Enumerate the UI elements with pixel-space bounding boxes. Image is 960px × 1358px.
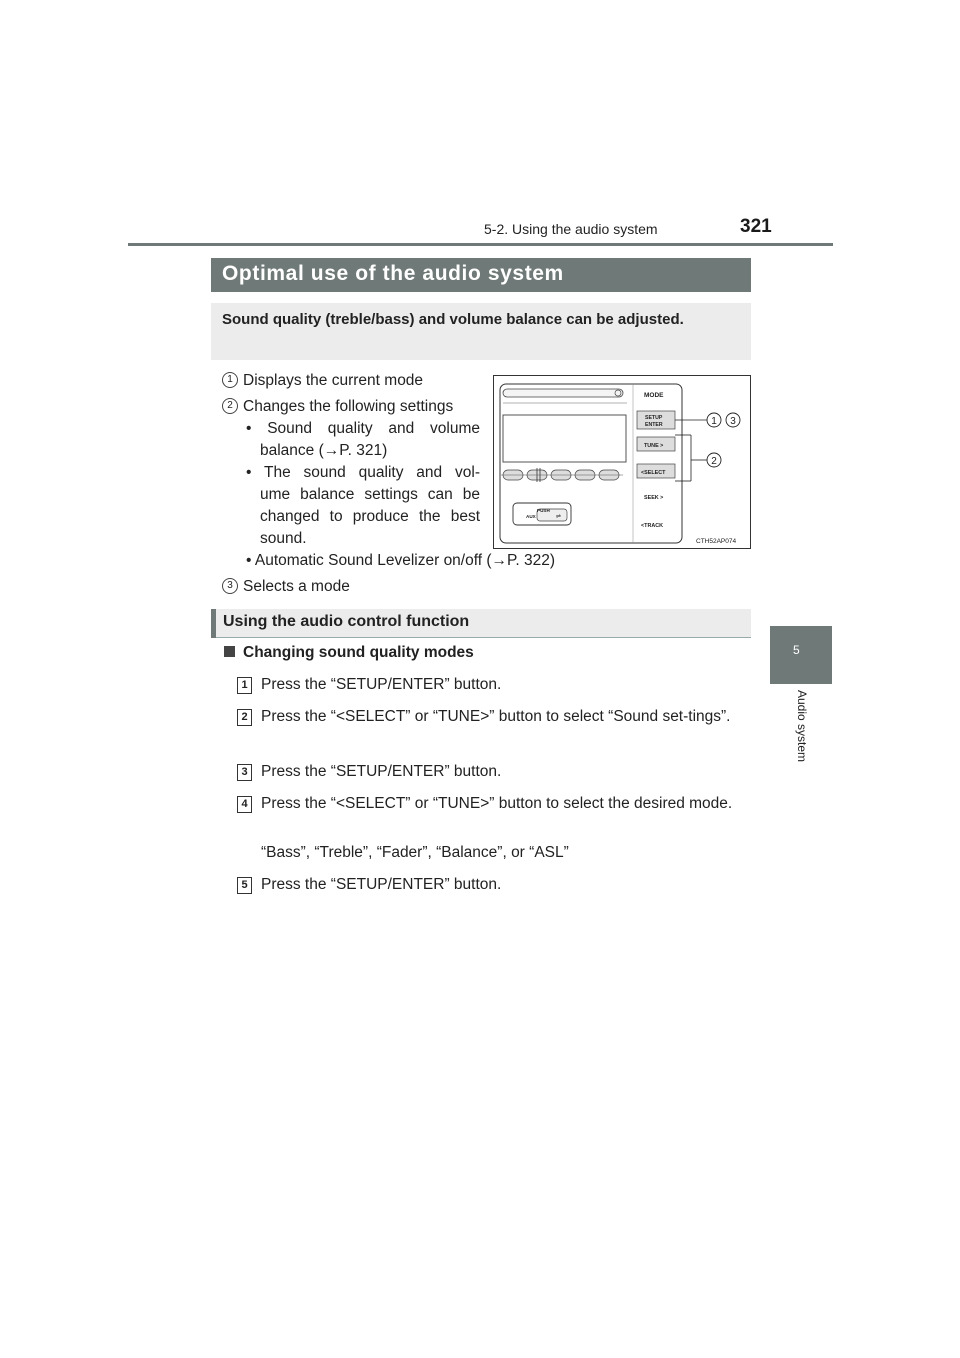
bullet-1-line1: • Sound quality and volume <box>246 420 480 437</box>
callout-text-3: Selects a mode <box>243 578 350 595</box>
port-push-label: PUSH <box>537 508 550 513</box>
step-number-1: 1 <box>237 677 252 694</box>
callout-text-1: Displays the current mode <box>243 372 424 389</box>
port-aux-label: AUX <box>526 514 536 519</box>
callout-marker-3: 3 <box>222 578 238 594</box>
bullet-3: • Automatic Sound Levelizer on/off (→P. 322) <box>246 552 556 569</box>
step-number-2: 2 <box>237 709 252 726</box>
section-title: Optimal use of the audio system <box>222 262 564 285</box>
diagram-code: CTH52AP074 <box>696 538 737 545</box>
subsection-title: Using the audio control function <box>223 613 470 630</box>
intro-text: Sound quality (treble/bass) and volume balance can be adjusted. <box>222 311 684 328</box>
step-number-3: 3 <box>237 764 252 781</box>
callout-text-2: Changes the following settings <box>243 398 454 415</box>
track-label: <TRACK <box>641 523 664 529</box>
usb-icon: ⇌ <box>556 513 562 520</box>
step-text-2: Press the “<SELECT” or “TUNE>” button to select “Sound set-tings”. <box>261 708 731 725</box>
chapter-tab <box>770 626 832 684</box>
header-section-title: 5-2. Using the audio system <box>484 221 658 237</box>
changing-modes-heading <box>224 644 474 662</box>
bullet-2-line2: ume balance settings can be <box>260 486 480 503</box>
mode-button-label: MODE <box>644 392 664 399</box>
subsection-bar-accent <box>211 609 216 638</box>
step-number-4: 4 <box>237 796 252 813</box>
bullet-2-line4: sound. <box>260 530 307 547</box>
tune-label: TUNE > <box>644 443 664 449</box>
seek-label: SEEK > <box>644 495 664 501</box>
step-text-5: Press the “SETUP/ENTER” button. <box>261 876 502 893</box>
callout-marker-1: 1 <box>222 372 238 388</box>
audio-panel-diagram <box>493 375 751 549</box>
select-label: <SELECT <box>641 470 666 476</box>
enter-label: ENTER <box>645 422 663 428</box>
bullet-1-line2: balance (→P. 321) <box>260 442 388 459</box>
step-text-1: Press the “SETUP/ENTER” button. <box>261 676 502 693</box>
diagram-callout-3: 3 <box>730 416 736 427</box>
step-note-4: “Bass”, “Treble”, “Fader”, “Balance”, or “ASL” <box>261 844 569 861</box>
callout-marker-2: 2 <box>222 398 238 414</box>
chapter-tab-number: 5 <box>793 643 800 657</box>
header-rule <box>128 243 833 246</box>
bullet-2-line3: changed to produce the best <box>260 508 480 525</box>
bullet-2-line1: • The sound quality and vol- <box>246 464 480 481</box>
page-number: 321 <box>740 216 772 237</box>
step-text-3: Press the “SETUP/ENTER” button. <box>261 763 502 780</box>
changing-modes-heading-text: Changing sound quality modes <box>243 644 474 661</box>
square-bullet-icon <box>224 646 235 657</box>
chapter-tab-label: Audio system <box>795 690 809 763</box>
step-text-4: Press the “<SELECT” or “TUNE>” button to select the desired mode. <box>261 795 733 812</box>
diagram-callout-2: 2 <box>711 456 717 467</box>
step-number-5: 5 <box>237 877 252 894</box>
diagram-callout-1: 1 <box>711 416 717 427</box>
setup-label: SETUP <box>645 415 663 421</box>
